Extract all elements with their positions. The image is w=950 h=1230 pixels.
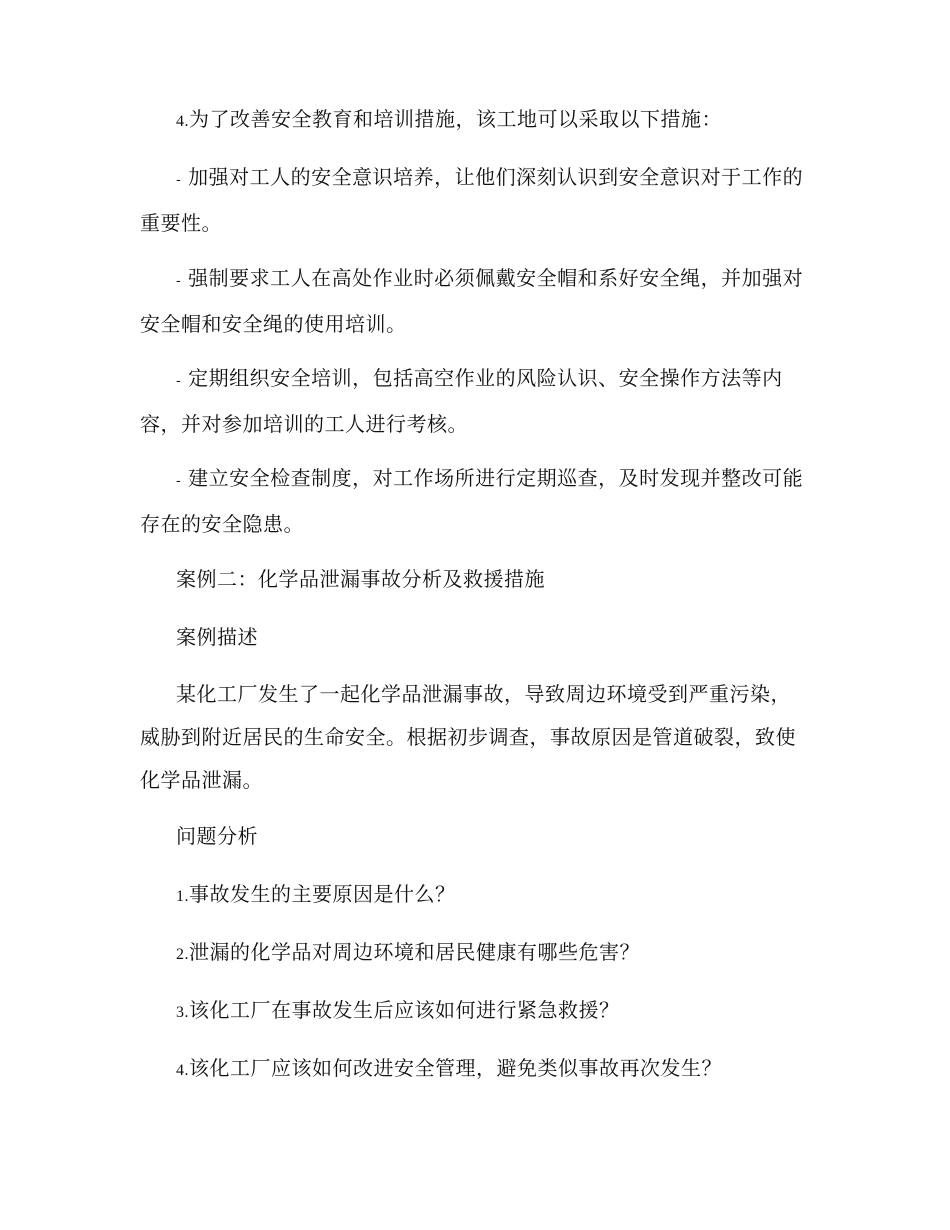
list-number: 2. xyxy=(176,946,189,963)
paragraph-text: 定期组织安全培训，包括高空作业的风险认识、安全操作方法等内容，并对参加培训的工人进行考核。 xyxy=(140,366,783,436)
question-item-3 xyxy=(140,989,810,1034)
question-item-4 xyxy=(140,1047,810,1092)
list-number: 4. xyxy=(176,113,189,130)
paragraph-text: 强制要求工人在高处作业时必须佩戴安全帽和系好安全绳，并加强对安全帽和安全绳的使用培训。 xyxy=(140,266,804,336)
question-text: 事故发生的主要原因是什么？ xyxy=(189,882,456,906)
list-dash: - xyxy=(176,473,182,489)
list-dash: - xyxy=(176,273,182,289)
heading-text: 案例二：化学品泄漏事故分析及救援措施 xyxy=(176,567,545,591)
question-text: 泄漏的化学品对周边环境和居民健康有哪些危害？ xyxy=(189,940,640,964)
list-number: 1. xyxy=(176,888,189,905)
paragraph-improvement-intro xyxy=(140,98,810,143)
paragraph-text: 为了改善安全教育和培训措施，该工地可以采取以下措施： xyxy=(189,107,722,131)
section-heading-problem-analysis xyxy=(140,815,810,858)
heading-text: 问题分析 xyxy=(176,824,258,848)
list-number: 4. xyxy=(176,1062,189,1079)
question-item-1 xyxy=(140,873,810,918)
list-dash: - xyxy=(176,373,182,389)
paragraph-text: 加强对工人的安全意识培养，让他们深刻认识到安全意识对于工作的重要性。 xyxy=(140,165,804,235)
question-text: 该化工厂应该如何改进安全管理，避免类似事故再次发生？ xyxy=(189,1056,722,1080)
list-number: 3. xyxy=(176,1004,189,1021)
section-heading-case-two xyxy=(140,558,810,601)
paragraph-case-description xyxy=(140,673,810,802)
paragraph-measure-awareness xyxy=(140,156,810,245)
paragraph-text: 某化工厂发生了一起化学品泄漏事故，导致周边环境受到严重污染，威胁到附近居民的生命安全。根据初步调查，事故原因是管道破裂，致使化学品泄漏。 xyxy=(140,682,796,792)
paragraph-measure-inspection xyxy=(140,457,810,546)
paragraph-text: 建立安全检查制度，对工作场所进行定期巡查，及时发现并整改可能存在的安全隐患。 xyxy=(140,466,804,536)
heading-text: 案例描述 xyxy=(176,625,258,649)
question-text: 该化工厂在事故发生后应该如何进行紧急救援？ xyxy=(189,998,620,1022)
list-dash: - xyxy=(176,172,182,188)
paragraph-measure-helmet xyxy=(140,257,810,346)
question-item-2 xyxy=(140,931,810,976)
paragraph-measure-training xyxy=(140,357,810,446)
section-heading-case-description xyxy=(140,616,810,659)
